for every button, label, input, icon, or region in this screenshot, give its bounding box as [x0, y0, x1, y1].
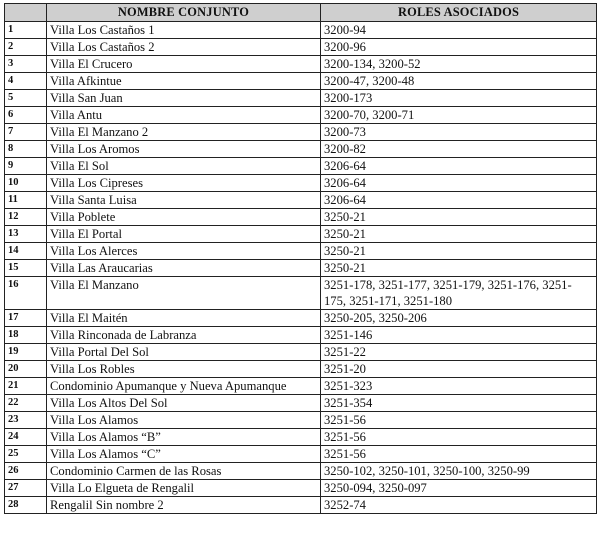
row-roles-asociados: 3250-21	[321, 260, 597, 277]
row-number: 28	[5, 497, 47, 514]
row-number: 17	[5, 310, 47, 327]
row-number: 24	[5, 429, 47, 446]
row-roles-asociados: 3200-134, 3200-52	[321, 56, 597, 73]
table-row	[5, 141, 597, 158]
row-number: 19	[5, 344, 47, 361]
row-nombre-conjunto: Villa El Crucero	[47, 56, 321, 73]
row-nombre-conjunto: Villa Los Alamos	[47, 412, 321, 429]
table-row	[5, 192, 597, 209]
row-roles-asociados: 3251-323	[321, 378, 597, 395]
row-number: 5	[5, 90, 47, 107]
row-roles-asociados: 3251-354	[321, 395, 597, 412]
row-roles-asociados: 3200-73	[321, 124, 597, 141]
row-number: 13	[5, 226, 47, 243]
row-number: 9	[5, 158, 47, 175]
row-nombre-conjunto: Villa Santa Luisa	[47, 192, 321, 209]
row-nombre-conjunto: Villa El Manzano 2	[47, 124, 321, 141]
row-roles-asociados: 3252-74	[321, 497, 597, 514]
row-roles-asociados: 3250-094, 3250-097	[321, 480, 597, 497]
row-roles-asociados: 3206-64	[321, 175, 597, 192]
row-nombre-conjunto: Villa Las Araucarias	[47, 260, 321, 277]
row-nombre-conjunto: Villa Portal Del Sol	[47, 344, 321, 361]
table-row	[5, 124, 597, 141]
row-nombre-conjunto: Villa Los Castaños 2	[47, 39, 321, 56]
row-roles-asociados: 3250-205, 3250-206	[321, 310, 597, 327]
row-nombre-conjunto: Villa Los Alerces	[47, 243, 321, 260]
row-roles-asociados: 3250-102, 3250-101, 3250-100, 3250-99	[321, 463, 597, 480]
table-row	[5, 39, 597, 56]
row-roles-asociados: 3251-56	[321, 446, 597, 463]
row-nombre-conjunto: Villa Poblete	[47, 209, 321, 226]
row-nombre-conjunto: Villa Lo Elgueta de Rengalil	[47, 480, 321, 497]
row-number: 14	[5, 243, 47, 260]
document-page	[4, 3, 596, 514]
row-number: 16	[5, 277, 47, 310]
row-nombre-conjunto: Villa Los Robles	[47, 361, 321, 378]
row-nombre-conjunto: Villa Los Alamos “B”	[47, 429, 321, 446]
row-number: 15	[5, 260, 47, 277]
row-nombre-conjunto: Condominio Apumanque y Nueva Apumanque	[47, 378, 321, 395]
row-number: 4	[5, 73, 47, 90]
table-row	[5, 378, 597, 395]
row-roles-asociados: 3250-21	[321, 243, 597, 260]
table-row	[5, 344, 597, 361]
table-row	[5, 90, 597, 107]
row-nombre-conjunto: Villa El Maitén	[47, 310, 321, 327]
row-number: 27	[5, 480, 47, 497]
header-roles-asociados: ROLES ASOCIADOS	[321, 4, 597, 22]
row-roles-asociados: 3250-21	[321, 226, 597, 243]
row-number: 18	[5, 327, 47, 344]
row-number: 3	[5, 56, 47, 73]
row-roles-asociados: 3200-94	[321, 22, 597, 39]
row-number: 10	[5, 175, 47, 192]
table-row	[5, 327, 597, 344]
table-row	[5, 429, 597, 446]
row-nombre-conjunto: Villa El Manzano	[47, 277, 321, 310]
table-row	[5, 260, 597, 277]
row-nombre-conjunto: Rengalil Sin nombre 2	[47, 497, 321, 514]
row-roles-asociados: 3200-70, 3200-71	[321, 107, 597, 124]
table-row	[5, 277, 597, 310]
row-nombre-conjunto: Villa San Juan	[47, 90, 321, 107]
row-number: 20	[5, 361, 47, 378]
table-header-row	[5, 4, 597, 22]
table-row	[5, 446, 597, 463]
row-roles-asociados: 3251-20	[321, 361, 597, 378]
row-roles-asociados: 3251-178, 3251-177, 3251-179, 3251-176, 3251-175, 3251-171, 3251-180	[321, 277, 597, 310]
table-row	[5, 226, 597, 243]
table-row	[5, 243, 597, 260]
row-number: 1	[5, 22, 47, 39]
row-roles-asociados: 3200-96	[321, 39, 597, 56]
row-roles-asociados: 3200-82	[321, 141, 597, 158]
table-row	[5, 209, 597, 226]
header-nombre-conjunto: NOMBRE CONJUNTO	[47, 4, 321, 22]
table-row	[5, 412, 597, 429]
row-roles-asociados: 3251-22	[321, 344, 597, 361]
row-number: 8	[5, 141, 47, 158]
row-nombre-conjunto: Villa Los Altos Del Sol	[47, 395, 321, 412]
table-row	[5, 463, 597, 480]
row-nombre-conjunto: Villa Antu	[47, 107, 321, 124]
row-number: 23	[5, 412, 47, 429]
table-row	[5, 175, 597, 192]
row-nombre-conjunto: Villa Los Alamos “C”	[47, 446, 321, 463]
table-row	[5, 73, 597, 90]
row-nombre-conjunto: Villa El Portal	[47, 226, 321, 243]
row-roles-asociados: 3250-21	[321, 209, 597, 226]
conjuntos-table	[4, 3, 597, 514]
row-number: 22	[5, 395, 47, 412]
row-roles-asociados: 3251-56	[321, 412, 597, 429]
table-row	[5, 22, 597, 39]
row-nombre-conjunto: Condominio Carmen de las Rosas	[47, 463, 321, 480]
row-number: 21	[5, 378, 47, 395]
header-number-cell	[5, 4, 47, 22]
row-nombre-conjunto: Villa Rinconada de Labranza	[47, 327, 321, 344]
row-roles-asociados: 3206-64	[321, 158, 597, 175]
row-nombre-conjunto: Villa Los Aromos	[47, 141, 321, 158]
row-nombre-conjunto: Villa Afkintue	[47, 73, 321, 90]
row-number: 11	[5, 192, 47, 209]
row-nombre-conjunto: Villa El Sol	[47, 158, 321, 175]
row-number: 12	[5, 209, 47, 226]
row-number: 25	[5, 446, 47, 463]
table-row	[5, 158, 597, 175]
table-row	[5, 56, 597, 73]
table-row	[5, 480, 597, 497]
row-number: 26	[5, 463, 47, 480]
row-roles-asociados: 3200-173	[321, 90, 597, 107]
table-row	[5, 497, 597, 514]
table-body	[5, 22, 597, 514]
row-roles-asociados: 3200-47, 3200-48	[321, 73, 597, 90]
row-roles-asociados: 3251-56	[321, 429, 597, 446]
table-row	[5, 361, 597, 378]
row-number: 2	[5, 39, 47, 56]
table-row	[5, 107, 597, 124]
table-row	[5, 310, 597, 327]
table-row	[5, 395, 597, 412]
row-number: 6	[5, 107, 47, 124]
row-number: 7	[5, 124, 47, 141]
row-nombre-conjunto: Villa Los Castaños 1	[47, 22, 321, 39]
row-roles-asociados: 3206-64	[321, 192, 597, 209]
row-nombre-conjunto: Villa Los Cipreses	[47, 175, 321, 192]
row-roles-asociados: 3251-146	[321, 327, 597, 344]
